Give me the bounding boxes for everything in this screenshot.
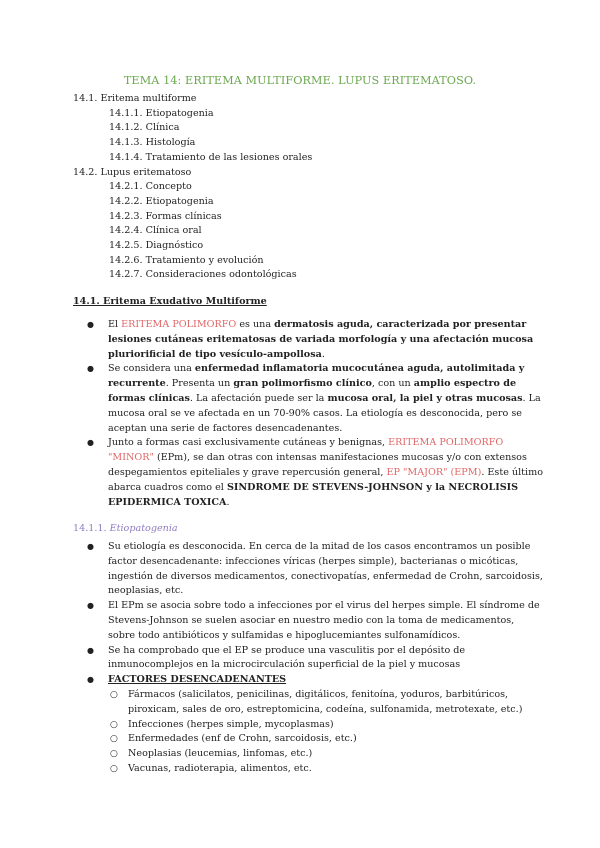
- factor-item: ○ Fármacos (salicilatos, penicilinas, digitálicos, fenitoína, yoduros, barbitúricos, piroxicam, sales de oro, estreptomicina, codeína, sulfonamida, metrotexate, etc.): [108, 688, 543, 718]
- toc-item: 14.2.2. Etiopatogenia: [109, 195, 214, 207]
- subsection-bullet-list: [73, 540, 543, 777]
- section-bullet-list: [73, 318, 543, 510]
- page-title: TEMA 14: ERITEMA MULTIFORME. LUPUS ERITEMATOSO.: [123, 74, 477, 87]
- toc-item: 14.2.5. Diagnóstico: [109, 240, 204, 252]
- list-item: ● Se ha comprobado que el EP se produce una vasculitis por el depósito de inmunocomplejos en la microcirculación superficial de la piel y mucosas: [73, 644, 543, 674]
- factor-item: ○ Infecciones (herpes simple, mycoplasmas): [108, 718, 543, 733]
- list-item: [73, 673, 543, 777]
- toc-item: 14.1.2. Clínica: [109, 122, 180, 134]
- toc-item: 14.2.4. Clínica oral: [109, 225, 202, 237]
- list-item: ● Junto a formas casi exclusivamente cutáneas y benignas, ERITEMA POLIMORFO "MINOR" (EPm), se dan otras con intensas manifestaciones mucosas y/o con extensos despegamientos epiteliales y grave repercusión general, EP "MAJOR" (EPM). Este último abarca cuadros como el SINDROME DE STEVENS-JOHNSON y la NECROLISIS EPIDERMICA TOXICA.: [73, 436, 543, 510]
- list-item: ● Su etiología es desconocida. En cerca de la mitad de los casos encontramos un posible factor desencadenante: infecciones víricas (herpes simple), bacterianas o micóticas, ingestión de diversos medicamentos, conectivopatías, enfermedad de Crohn, sarcoidosis, neoplasias, etc.: [73, 540, 543, 599]
- section-heading: 14.1. Eritema Exudativo Multiforme: [73, 296, 267, 307]
- factor-item: ○ Neoplasias (leucemias, linfomas, etc.): [108, 747, 543, 762]
- list-item: ● El ERITEMA POLIMORFO es una dermatosis aguda, caracterizada por presentar lesiones cutáneas eritematosas de variada morfología y una afectación mucosa pluriorificial de tipo vesículo-ampollosa.: [73, 318, 543, 362]
- toc-item: 14.2.1. Concepto: [109, 181, 192, 193]
- toc-item: 14.2.7. Consideraciones odontológicas: [109, 269, 297, 281]
- toc-item: 14.2.3. Formas clínicas: [109, 210, 222, 222]
- subsection-heading: 14.1.1. Etiopatogenia: [73, 523, 178, 534]
- toc-item: 14.1. Eritema multiforme: [73, 93, 197, 104]
- factor-item: ○ Vacunas, radioterapia, alimentos, etc.: [108, 762, 543, 777]
- list-item: ● Se considera una enfermedad inflamatoria mucocutánea aguda, autolimitada y recurrente. Presenta un gran polimorfismo clínico, con un amplio espectro de formas clínicas. La afectación puede ser la mucosa oral, la piel y otras mucosas. La mucosa oral se ve afectada en un 70-90% casos. La etiología es desconocida, pero se aceptan una serie de factores desencadenantes.: [73, 362, 543, 436]
- factors-heading: FACTORES DESENCADENANTES: [108, 674, 287, 686]
- factors-list: [108, 688, 543, 777]
- table-of-contents: [73, 92, 312, 283]
- list-item: ● El EPm se asocia sobre todo a infecciones por el virus del herpes simple. El síndrome de Stevens-Johnson se suelen asociar en nuestro medio con la toma de medicamentos, sobre todo antibióticos y sulfamidas e hipoglucemiantes sulfonamídicos.: [73, 599, 543, 643]
- toc-item: 14.2.6. Tratamiento y evolución: [109, 254, 264, 266]
- toc-item: 14.1.1. Etiopatogenia: [109, 107, 214, 119]
- toc-item: 14.1.4. Tratamiento de las lesiones orales: [109, 151, 313, 163]
- toc-item: 14.1.3. Histología: [109, 137, 196, 149]
- toc-item: 14.2. Lupus eritematoso: [73, 166, 192, 178]
- factor-item: ○ Enfermedades (enf de Crohn, sarcoidosis, etc.): [108, 732, 543, 747]
